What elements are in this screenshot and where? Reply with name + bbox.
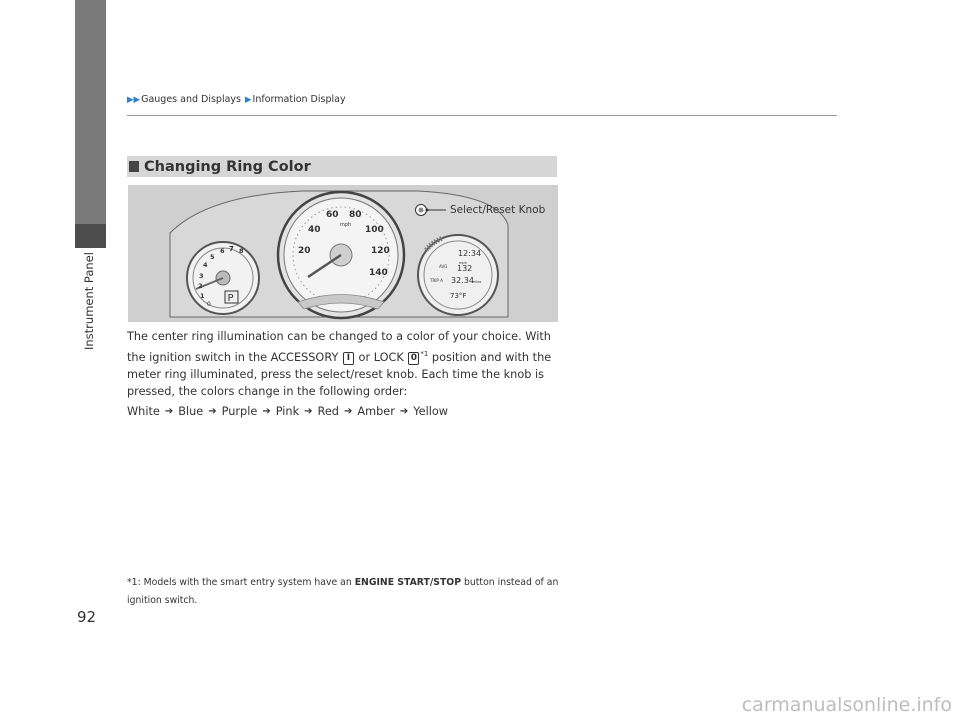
chapter-label: Instrument Panel [82,252,96,350]
tach-tick: 7 [229,245,234,253]
tach-tick: 8 [239,247,244,255]
section-title: Changing Ring Color [144,158,311,175]
speed-tick: 140 [369,268,388,278]
right-arrow-icon: ➔ [208,406,217,417]
section-marker-icon [129,161,139,172]
breadcrumb-item[interactable]: Information Display [252,94,346,105]
body-text-segment: The center ring illumination can be changed to a color of your choice. With the ignition switch in the ACCESSORY [127,330,551,364]
display-avg-value: 132 [457,264,473,273]
chapter-tab-marker [75,224,106,248]
chapter-tab [75,0,106,230]
breadcrumb-arrow-icon: ▶▶ [127,94,141,105]
color-item: Blue [178,405,204,418]
body-paragraph [127,328,567,401]
speed-tick: 100 [365,225,384,235]
display-time: 12:34 [458,249,482,258]
display-trip-unit: miles [472,280,482,284]
footnote-reference[interactable]: *1 [420,349,429,358]
tach-tick: 4 [203,261,208,269]
footnote-button-name: ENGINE START/STOP [354,577,462,588]
footnote [127,574,567,610]
tach-tick: 3 [199,272,204,280]
footnote-text: button instead of an ignition switch. [127,577,559,606]
color-item: Red [317,405,339,418]
color-item: Purple [221,405,258,418]
breadcrumb-arrow-icon: ▶ [245,94,252,105]
color-item: Yellow [413,405,449,418]
watermark: carmanualsonline.info [741,694,952,716]
page-number: 92 [77,608,97,626]
color-item: White [127,405,160,418]
display-outside-temp: 73°F [450,292,467,300]
accessory-key-icon: I [343,352,354,365]
speed-tick: 80 [349,210,362,220]
body-text-segment: or LOCK [354,350,408,364]
speed-tick: 120 [371,246,390,256]
footnote-text: *1: Models with the smart entry system have an [127,577,355,588]
right-arrow-icon: ➔ [164,406,174,417]
body-text-segment: position and with the meter ring illuminated, press the select/reset knob. Each time the knob is pressed, the colors change in the following order: [127,350,552,399]
lock-key-icon: 0 [408,352,419,365]
section-header [127,156,557,177]
breadcrumb [127,94,346,105]
speed-unit: mph [340,222,352,228]
color-item: Amber [357,405,395,418]
color-sequence [127,405,448,418]
speed-tick: 60 [326,210,339,220]
display-avg-label: AVG [439,264,448,269]
speed-tick: 40 [308,225,321,235]
select-reset-knob-label: Select/Reset Knob [450,204,546,216]
tach-tick: 2 [198,282,203,290]
right-arrow-icon: ➔ [304,406,313,417]
gear-indicator-label: P [227,293,234,304]
right-arrow-icon: ➔ [399,406,409,417]
tach-tick: 6 [220,247,225,255]
tach-tick: 5 [210,253,215,261]
right-arrow-icon: ➔ [262,406,271,417]
display-trip-value: 32.34 [451,276,474,285]
header-rule [127,115,837,116]
tach-tick: 1 [200,292,205,300]
breadcrumb-item[interactable]: Gauges and Displays [141,94,241,105]
speed-tick: 20 [298,246,311,256]
color-item: Pink [275,405,300,418]
display-avg-unit: mph [459,261,467,265]
right-arrow-icon: ➔ [343,406,353,417]
info-display-dial [418,235,498,315]
display-trip-label: TRIP A [430,278,443,283]
tach-tick: 0 [207,301,211,308]
instrument-cluster-figure [128,185,558,322]
